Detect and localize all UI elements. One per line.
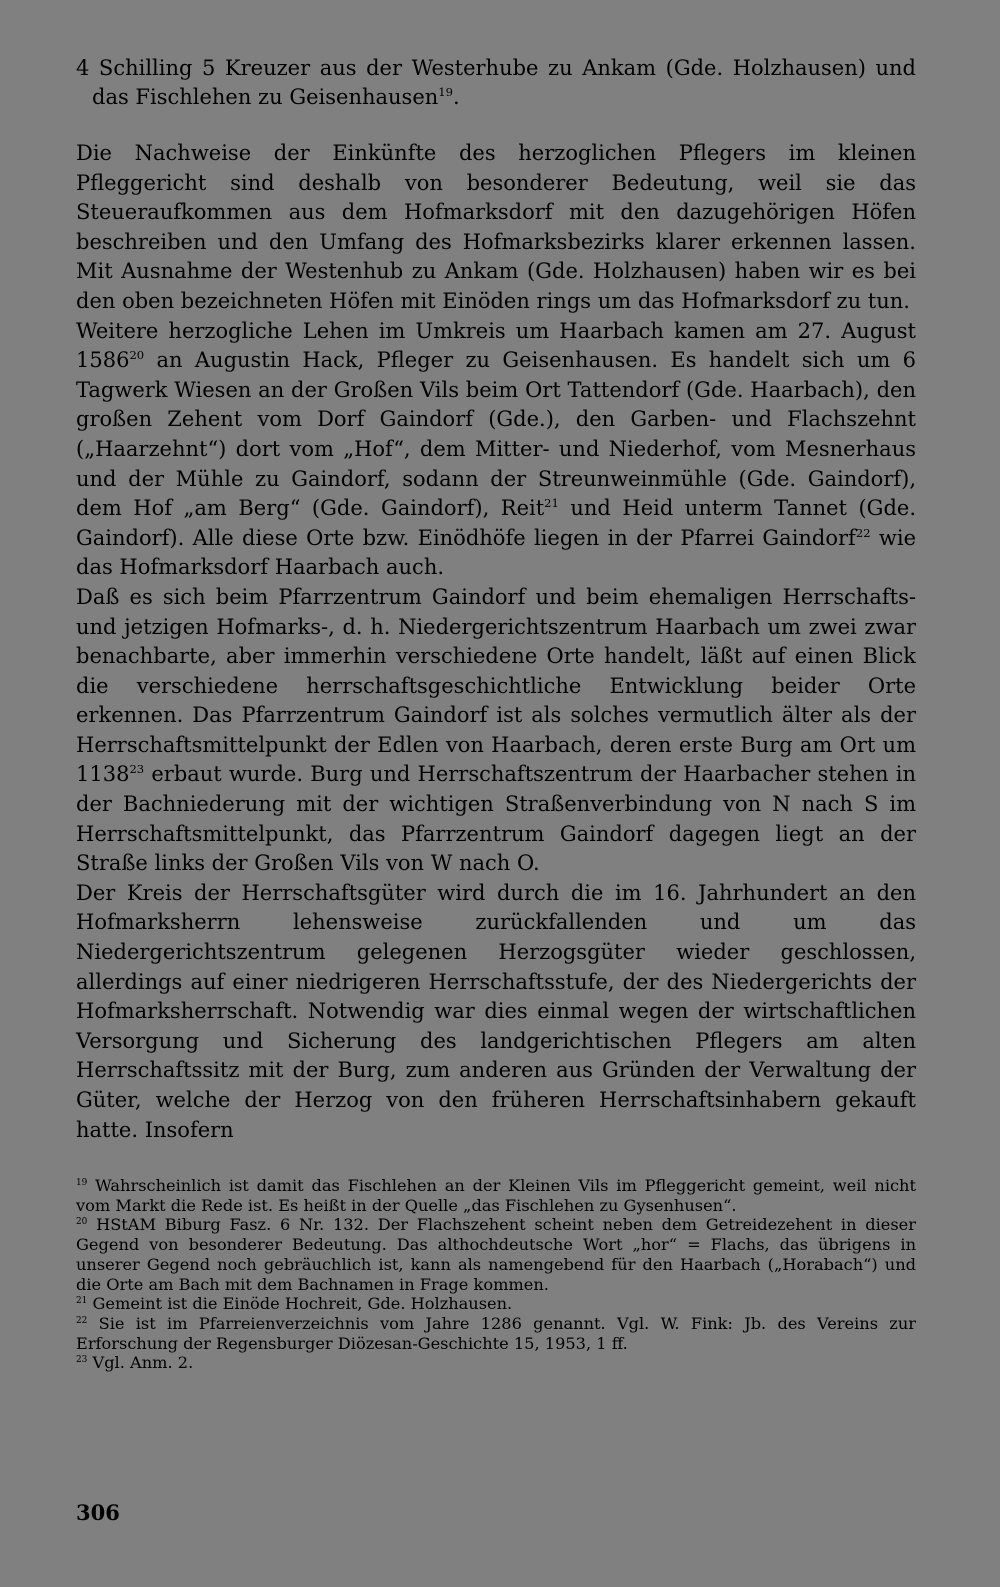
intro-paragraph xyxy=(76,54,916,111)
text-run: Daß es sich beim Pfarrzentrum Gaindorf und beim ehemaligen Herrschafts- und jetzigen Hofmarks-, d. h. Niedergerichtszentrum Haarbach um zwei zwar benachbarte, aber immerhin verschiedene Orte handelt, läßt auf einen Blick die verschiedene herrschaftsgeschichtliche Entwicklung beider Orte erkennen. Das Pfarrzentrum Gaindorf ist als solches vermutlich älter als der Herrschaftsmittelpunkt der Edlen von Haarbach, deren erste Burg am Ort um 1138 xyxy=(76,584,916,787)
footnote-number: 23 xyxy=(76,1355,88,1366)
text-run: wie das Hofmarksdorf Haarbach auch. xyxy=(76,525,917,580)
footnote-ref: 21 xyxy=(544,496,559,511)
text-run: Die Nachweise der Einkünfte des herzoglichen Pflegers im kleinen Pfleggericht sind deshalb von besonderer Bedeutung, weil sie das Steueraufkommen aus dem Hofmarksdorf mit den dazugehörigen Höfen beschreiben und den Umfang des Hofmarksbezirks klarer erkennen lassen. Mit Ausnahme der Westenhub zu Ankam (Gde. Holzhausen) haben wir es bei den oben bezeichneten Höfen mit Einöden rings um das Hofmarksdorf zu tun. xyxy=(76,141,916,313)
footnote-ref: 22 xyxy=(855,525,871,540)
footnote-text: Sie ist im Pfarreienverzeichnis vom Jahre 1286 genannt. Vgl. W. Fink: Jb. des Vereins zur Erforschung der Regensburger Diözesan-Geschichte 15, 1953, 1 ff. xyxy=(76,1313,916,1353)
text-run: Weitere herzogliche Lehen im Umkreis um Haarbach kamen am 27. August 1586 xyxy=(76,318,916,373)
footnote-text: HStAM Biburg Fasz. 6 Nr. 132. Der Flachszehent scheint neben dem Getreidezehent in dieser Gegend von besonderer Bedeutung. Das althochdeutsche Wort „hor“ = Flachs, das übrigens in unserer Gegend noch gebräuchlich ist, kann als namengebend für den Haarbach („Horabach“) und die Orte am Bach mit dem Bachnamen in Frage kommen. xyxy=(76,1215,916,1294)
footnote-number: 20 xyxy=(76,1217,88,1228)
body-text xyxy=(76,139,916,1145)
footnote-number: 19 xyxy=(76,1177,88,1188)
footnote-ref: 23 xyxy=(129,762,145,777)
body-paragraph xyxy=(76,879,916,1145)
page-number: 306 xyxy=(76,1500,120,1525)
footnote-number: 21 xyxy=(76,1295,88,1306)
text-run: an Augustin Hack, Pfleger zu Geisenhausen. Es handelt sich um 6 Tagwerk Wiesen an der Großen Vils beim Ort Tattendorf (Gde. Haarbach), den großen Zehent vom Dorf Gaindorf (Gde.), den Garben- und Flachszehnt („Haarzehnt“) dort vom „Hof“, dem Mitter- und Niederhof, vom Mesnerhaus und der Mühle zu Gaindorf, sodann der Streunweinmühle (Gde. Gaindorf), dem Hof „am Berg“ (Gde. Gaindorf), Reit xyxy=(76,348,916,521)
body-paragraph xyxy=(76,139,916,317)
text-run: erbaut wurde. Burg und Herrschaftszentrum der Haarbacher stehen in der Bachniederung mit der wichtigen Straßenverbindung von N nach S im Herrschaftsmittelpunkt, das Pfarrzentrum Gaindorf dagegen liegt an der Straße links der Großen Vils von W nach O. xyxy=(76,762,916,876)
footnotes xyxy=(76,1176,916,1373)
intro-tail: . xyxy=(452,84,460,109)
footnote xyxy=(76,1176,916,1215)
footnote xyxy=(76,1294,916,1314)
document-page xyxy=(76,54,916,1145)
footnote-number: 22 xyxy=(76,1315,88,1326)
footnote-text: Wahrscheinlich ist damit das Fischlehen an der Kleinen Vils im Pfleggericht gemeint, weil nicht vom Markt die Rede ist. Es heißt in der Quelle „das Fischlehen zu Gysenhusen“. xyxy=(76,1176,916,1215)
intro-text: 4 Schilling 5 Kreuzer aus der Westerhube zu Ankam (Gde. Holzhausen) und das Fischlehen zu Geisenhausen xyxy=(76,56,916,109)
footnote-text: Vgl. Anm. 2. xyxy=(92,1353,194,1373)
footnote xyxy=(76,1314,916,1353)
footnote-text: Gemeint ist die Einöde Hochreit, Gde. Holzhausen. xyxy=(92,1294,513,1314)
footnote-ref: 20 xyxy=(129,348,145,363)
footnote xyxy=(76,1353,916,1373)
footnote-ref: 19 xyxy=(438,84,453,99)
body-paragraph xyxy=(76,317,916,583)
text-run: Der Kreis der Herrschaftsgüter wird durch die im 16. Jahrhundert an den Hofmarksherrn lehensweise zurückfallenden und um das Niedergerichtszentrum gelegenen Herzogsgüter wieder geschlossen, allerdings auf einer niedrigeren Herrschaftsstufe, der des Niedergerichts der Hofmarksherrschaft. Notwendig war dies einmal wegen der wirtschaftlichen Versorgung und Sicherung des landgerichtischen Pflegers am alten Herrschaftssitz mit der Burg, zum anderen aus Gründen der Verwaltung der Güter, welche der Herzog von den früheren Herrschaftsinhabern gekauft hatte. Insofern xyxy=(76,880,916,1142)
body-paragraph xyxy=(76,583,916,879)
text-run: und Heid unterm Tannet (Gde. Gaindorf). Alle diese Orte bzw. Einödhöfe liegen in der Pfarrei Gaindorf xyxy=(76,496,917,550)
footnote xyxy=(76,1215,916,1294)
